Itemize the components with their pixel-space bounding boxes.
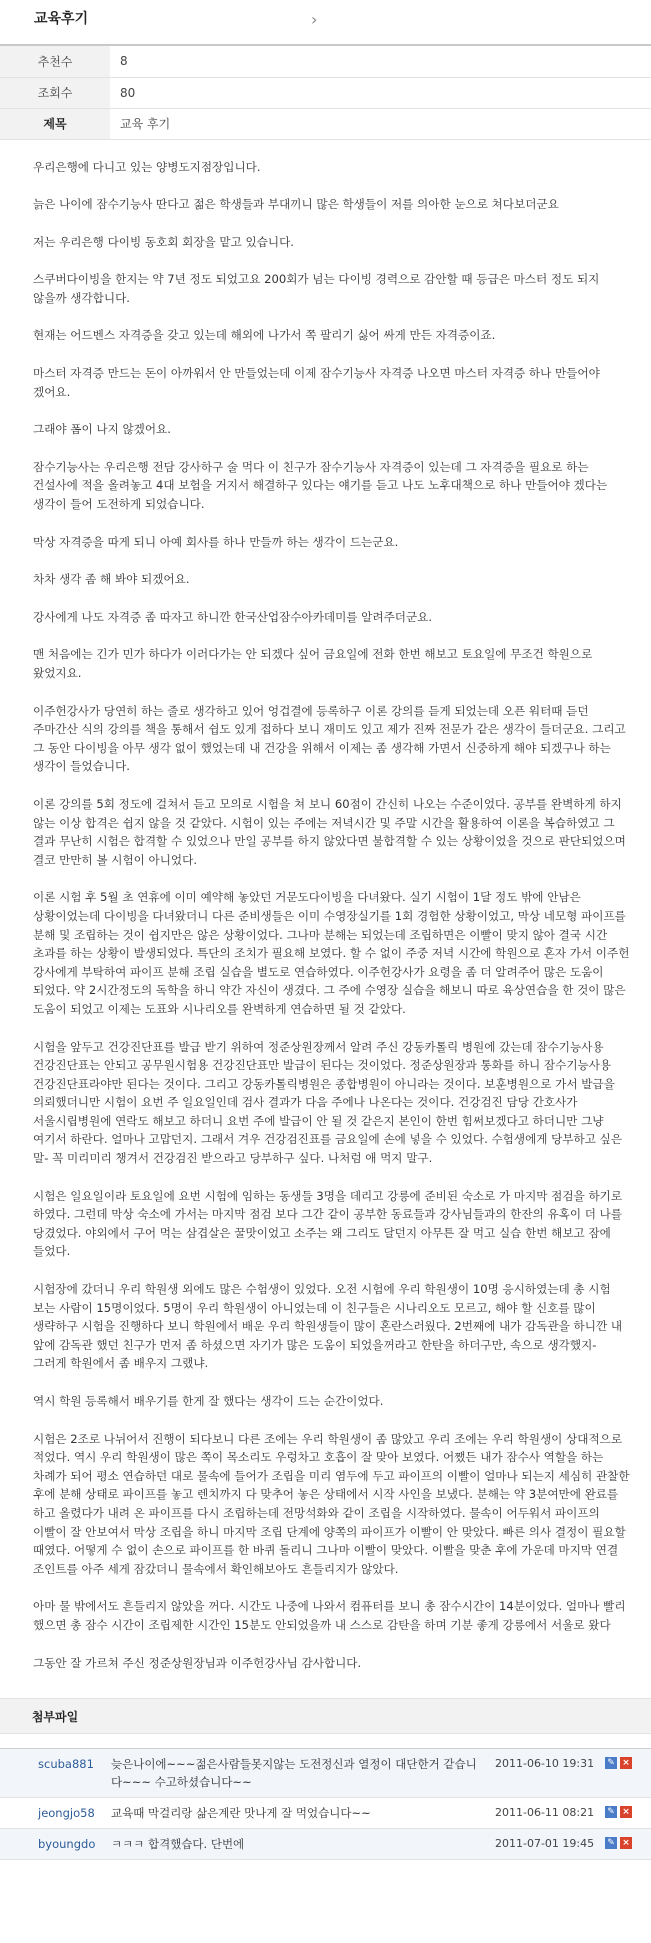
paragraph: 이론 시험 후 5월 초 연휴에 이미 예약해 놓았던 거문도다이빙을 다녀왔다. 실기 시험이 1달 정도 밖에 안남은 상황이었는데 다이빙을 다녀왔더니 다른 준비생들은 이미 수영장실기를 1회 경험한 상황이었고, 막상 네모형 파이프를 분해 및 조립하는 것이 쉽지만은 않은 상황이었다. 그나마 분해는 되었는데 조립하면은 이빨이 맞지 않아 결국 시간 초과를 하는 상황이 발생되었다. 특단의 조치가 필요해 보였다. 할 수 없이 주중 저녁 시간에 학원으로 혼자 가서 이주헌 강사에게 부탁하여 파이프 분해 조립 실습을 별도로 연습하였다. 이주헌강사가 요령을 좀 더 알려주어 많은 도움이 되었다. 약 2시간정도의 독학을 하니 약간 자신이 생겼다. 그 주에 수영장 실습을 해보니 따로 육상연습을 한 것이 많은 도움이 되었고 이제는 도표와 시나리오를 완벽하게 연습하면 될 것 같았다. — [33, 890, 630, 1016]
post-subject: 교육 후기 — [110, 108, 651, 139]
comment-text: 교육때 막걸리랑 삶은계란 맛나게 잘 먹었습니다~~ — [111, 1806, 371, 1821]
comment-date: 2011-07-01 19:45 — [495, 1837, 595, 1851]
paragraph: 늙은 나이에 잠수기능사 딴다고 젊은 학생들과 부대끼니 많은 학생들이 저를 의아한 눈으로 쳐다보더군요 — [33, 197, 559, 212]
comment-item — [0, 1798, 651, 1829]
recommend-count: 8 — [110, 46, 651, 77]
board-title: 교육후기 — [34, 11, 89, 27]
paragraph: 잠수기능사는 우리은행 전담 강사하구 술 먹다 이 친구가 잠수기능사 자격증이 있는데 그 자격증을 필요로 하는 건설사에 적을 올려놓고 4대 보험을 거지서 해결하구 있다는 얘기를 듣고 나도 노후대책으로 하나 만들어야 겠다는 생각이 들어 도전하게 되었습니다. — [33, 459, 608, 512]
paragraph: 맨 처음에는 긴가 민가 하다가 이러다가는 안 되겠다 싶어 금요일에 전화 한번 해보고 토요일에 무조건 학원으로 왔었지요. — [33, 647, 593, 680]
paragraph: 이주헌강사가 당연히 하는 줄로 생각하고 있어 엉겁결에 등록하구 이론 강의를 듣게 되었는데 오픈 워터때 듣던 주마간산 식의 강의를 책을 통해서 쉽도 있게 접하다 보니 재미도 있고 제가 진짜 전문가 같은 생각이 들더군요. 그리고 그 동안 다이빙을 아무 생각 없이 했었는데 내 건강을 위해서 이제는 좀 생각해 가면서 신중하게 해야 되겠구나 하는 생각이 들었습니다. — [33, 703, 626, 774]
paragraph: 시험을 앞두고 건강진단표를 발급 받기 위하여 정준상원장께서 알려 주신 강동카톨릭 병원에 갔는데 잠수기능사용 건강진단표는 안되고 공무원시험용 건강진단표만 발급이 된다는 것이었다. 정준상원장과 통화를 하니 잠수기능사용 건강진단표라야만 된다는 것이다. 그리고 강동카톨릭병원은 종합병원이 아니라는 것이다. 보훈병원으로 가서 발급을 의뢰했더니만 시험이 요번 주 일요일인데 검사 결과가 다음 주에나 나온다는 것이다. 건강검진 담당 간호사가 서울시립병원에 연락도 해보고 하더니 요번 주에 발급이 안 될 것 같은지 본인이 한번 힘써보겠다고 하더니만 그냥 여기서 하란다. 얼마나 고맙던지. 그래서 겨우 건강검진표를 금요일에 손에 넣을 수 있었다. 수험생에게 당부하고 싶은 말- 꼭 미리미리 챙겨서 건강검진 받으라고 당부하구 싶다. 나처럼 애 먹지 말구. — [33, 1039, 623, 1166]
paragraph: 시험은 2조로 나뉘어서 진행이 되다보니 다른 조에는 우리 학원생이 좀 많았고 우리 조에는 우리 학원생이 상대적으로 적었다. 역시 우리 학원생이 많은 쪽이 목소리도 우렁차고 호흡이 잘 맞아 보였다. 어쨌든 내가 잠수사 역할을 하는 차례가 되어 평소 연습하던 대로 물속에 들어가 조립을 미리 염두에 두고 파이프의 이빨이 얼마나 되는지 세심히 관찰한 후에 분해 상태로 파이프를 놓고 렌치까지 다 맞추어 놓은 상태에서 시작 사인을 보냈다. 분해는 약 3분여만에 완료를 하고 올렸다가 내려 온 파이프를 다시 조립하는데 전망석화와 같이 조립을 시작하였다. 물속이 어두워서 파이프의 이빨이 잘 안보여서 막상 조립을 하니 마지막 조립 단계에 양쪽의 파이프가 이빨이 안 맞았다. 빠른 의사 결정이 필요할 때였다. 어떻게 수 없이 손으로 파이프를 한 바퀴 돌리니 그나마 이빨이 맞았다. 이빨을 맞춘 후에 가운데 마지막 연결 조인트를 아주 세게 잠갔더니 물속에서 확인해보아도 흔들리지가 않았다. — [33, 1431, 630, 1576]
subject-row — [0, 108, 651, 139]
views-row — [0, 77, 651, 108]
comment-actions — [605, 1829, 651, 1859]
paragraph: 현재는 어드벤스 자격증을 갖고 있는데 해외에 나가서 쪽 팔리기 싫어 싸게 만든 자격증이죠. — [33, 328, 496, 343]
comment-date: 2011-06-11 08:21 — [495, 1806, 595, 1820]
paragraph: 차차 생각 좀 해 봐야 되겠어요. — [33, 572, 190, 587]
post-meta-table — [0, 46, 651, 140]
chevron-right-icon[interactable]: › — [311, 10, 318, 29]
paragraph: 역시 학원 등록해서 배우기를 한게 잘 했다는 생각이 드는 순간이었다. — [33, 1394, 384, 1408]
attachment-label: 첨부파일 — [31, 1709, 79, 1724]
views-count: 80 — [110, 77, 651, 108]
post-body — [0, 140, 651, 1673]
paragraph: 아마 물 밖에서도 흔들리지 않았을 꺼다. 시간도 나중에 나와서 컴퓨터를 보니 총 잠수시간이 14분이었다. 얼마나 빨리 했으면 총 잠수 시간이 조립제한 시간인 15분도 안되었을까 내 스스로 감탄을 하며 기분 좋게 강릉에서 서울로 왔다 — [33, 1599, 626, 1632]
paragraph: 막상 자격증을 따게 되니 아예 회사를 하나 만들까 하는 생각이 드는군요. — [33, 534, 399, 549]
comment-item — [0, 1829, 651, 1860]
paragraph: 강사에게 나도 자격증 좀 따자고 하니깐 한국산업잠수아카데미를 알려주더군요. — [33, 609, 433, 624]
comment-author[interactable]: byoungdo — [38, 1837, 96, 1852]
edit-icon[interactable]: ✎ — [605, 1806, 617, 1818]
paragraph: 마스터 자격증 만드는 돈이 아까워서 안 만들었는데 이제 잠수기능사 자격증 나오면 마스터 자격증 하나 만들어야 겠어요. — [33, 366, 600, 399]
attachment-row — [0, 1698, 651, 1734]
paragraph: 그래야 폼이 나지 않겠어요. — [33, 422, 171, 437]
paragraph: 우리은행에 다니고 있는 양병도지점장입니다. — [33, 159, 261, 174]
board-header — [0, 0, 651, 46]
paragraph: 이론 강의를 5회 정도에 걸쳐서 듣고 모의로 시험을 쳐 보니 60점이 간신히 나오는 수준이었다. 공부를 완벽하게 하지 않는 이상 합격은 쉽지 않을 것 같았다. 시험이 있는 주에는 저녁시간 및 주말 시간을 활용하여 이론을 복습하였고 그 결과 무난히 시험은 합격할 수 있었으나 만일 공부를 하지 않았다면 불합격할 수 있는 상황이었을 것으로 판단되었으며 결코 만만히 볼 시험이 아니었다. — [33, 796, 626, 867]
comment-author[interactable]: scuba881 — [38, 1757, 94, 1772]
comment-actions — [605, 1749, 651, 1797]
delete-icon[interactable]: × — [620, 1806, 632, 1818]
comment-author[interactable]: jeongjo58 — [38, 1806, 95, 1821]
comment-list — [0, 1748, 651, 1860]
paragraph: 저는 우리은행 다이빙 동호회 회장을 맡고 있습니다. — [33, 234, 294, 249]
paragraph: 스쿠버다이빙을 한지는 약 7년 정도 되었고요 200회가 넘는 다이빙 경력으로 감안할 때 등급은 마스터 정도 되지 않을까 생각합니다. — [33, 272, 600, 305]
comment-actions — [605, 1798, 651, 1828]
comment-text: ㅋㅋㅋ 합격했습다. 단번에 — [111, 1837, 245, 1852]
edit-icon[interactable]: ✎ — [605, 1837, 617, 1849]
paragraph: 시험장에 갔더니 우리 학원생 외에도 많은 수험생이 있었다. 오전 시험에 우리 학원생이 10명 응시하였는데 총 시험 보는 사람이 15명이었다. 5명이 우리 학원생이 아니었는데 이 친구들은 시나리오도 모르고, 해야 할 신호를 많이 생략하구 시험을 진행하다 보니 학원에서 배운 우리 학원생들이 많이 혼란스러웠다. 2번째에 내가 감독관을 하니깐 내 앞에 감독관 했던 친구가 먼저 좀 하셨으면 자기가 많은 도움이 되었을꺼라고 한탄을 하더구만, 속으로 생각했지- 그러게 학원에서 좀 배우지 그랬냐. — [33, 1282, 623, 1371]
paragraph: 그동안 잘 가르쳐 주신 정준상원장님과 이주헌강사님 감사합니다. — [33, 1655, 362, 1670]
subject-label: 제목 — [0, 108, 110, 139]
paragraph: 시험은 일요일이라 토요일에 요번 시험에 임하는 동생들 3명을 데리고 강릉에 준비된 숙소로 가 마지막 점검을 하기로 하였다. 그런데 막상 숙소에 가서는 마지막 점검 보다 그간 같이 공부한 동료들과 강사님들과의 한잔의 유혹이 더 나를 당겼었다. 야외에서 구어 먹는 삼겹살은 꿀맛이었고 소주는 왜 그리도 달던지 아무튼 잘 먹고 실습 한번 해보고 잠에 들었다. — [33, 1188, 623, 1259]
views-label: 조회수 — [0, 77, 110, 108]
edit-icon[interactable]: ✎ — [605, 1757, 617, 1769]
comment-item — [0, 1749, 651, 1798]
delete-icon[interactable]: × — [620, 1837, 632, 1849]
recommend-row — [0, 46, 651, 77]
comment-date: 2011-06-10 19:31 — [495, 1757, 595, 1771]
comment-text: 늦은나이에~~~젊은사람들못지않는 도전정신과 열정이 대단한거 같습니다~~~ 수고하셨습니다~~ — [111, 1757, 477, 1790]
recommend-label: 추천수 — [0, 46, 110, 77]
delete-icon[interactable]: × — [620, 1757, 632, 1769]
